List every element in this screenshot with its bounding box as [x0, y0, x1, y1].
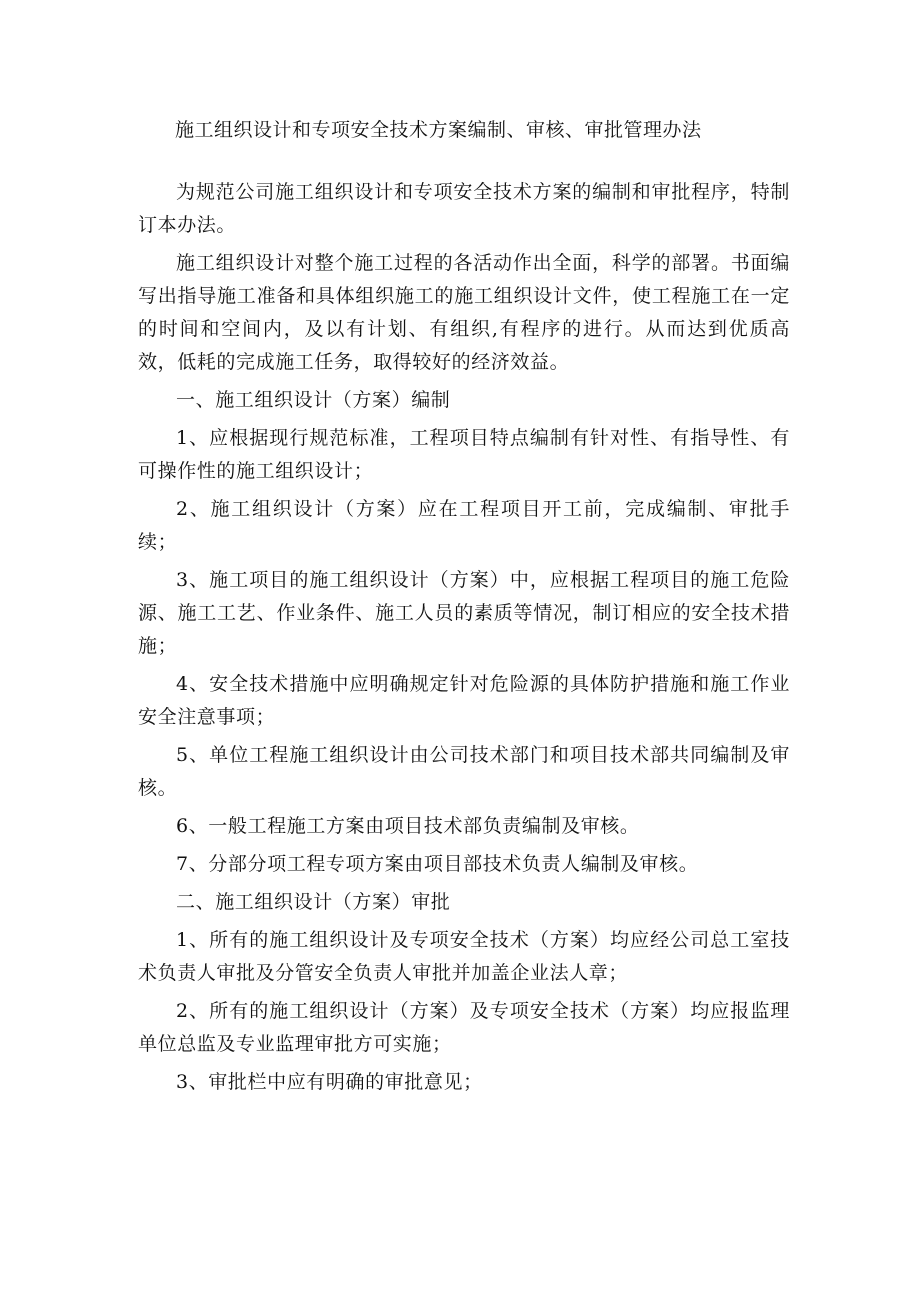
paragraph-purpose: 为规范公司施工组织设计和专项安全技术方案的编制和审批程序，特制订本办法。 — [138, 181, 790, 236]
list-item-approval-2: 2、所有的施工组织设计（方案）及专项安全技术（方案）均应报监理单位总监及专业监理审批方可实施； — [138, 1000, 790, 1055]
list-item-approval-1: 1、所有的施工组织设计及专项安全技术（方案）均应经公司总工室技术负责人审批及分管安全负责人审批并加盖企业法人章； — [138, 929, 790, 984]
list-item-compilation-3: 3、施工项目的施工组织设计（方案）中，应根据工程项目的施工危险源、施工工艺、作业条件、施工人员的素质等情况，制订相应的安全技术措施； — [138, 569, 790, 657]
list-item-compilation-1: 1、应根据现行规范标准，工程项目特点编制有针对性、有指导性、有可操作性的施工组织设计； — [138, 427, 790, 482]
list-item-approval-3: 3、审批栏中应有明确的审批意见； — [176, 1071, 483, 1093]
list-item-compilation-2: 2、施工组织设计（方案）应在工程项目开工前，完成编制、审批手续； — [138, 498, 790, 553]
list-item-compilation-7: 7、分部分项工程专项方案由项目部技术负责人编制及审核。 — [176, 853, 699, 875]
list-item-compilation-6: 6、一般工程施工方案由项目技术部负责编制及审核。 — [176, 815, 640, 837]
list-item-compilation-5: 5、单位工程施工组织设计由公司技术部门和项目技术部共同编制及审核。 — [138, 744, 790, 799]
section-heading-compilation: 一、施工组织设计（方案）编制 — [176, 389, 451, 411]
document-body — [138, 176, 790, 1104]
list-item-compilation-4: 4、安全技术措施中应明确规定针对危险源的具体防护措施和施工作业安全注意事项； — [138, 673, 790, 728]
document-title: 施工组织设计和专项安全技术方案编制、审核、审批管理办法 — [175, 119, 702, 141]
section-heading-approval: 二、施工组织设计（方案）审批 — [176, 891, 451, 913]
paragraph-overview: 施工组织设计对整个施工过程的各活动作出全面，科学的部署。书面编写出指导施工准备和具体组织施工的施工组织设计文件，使工程施工在一定的时间和空间内，及以有计划、有组织,有程序的进行。从而达到优质高效，低耗的完成施工任务，取得较好的经济效益。 — [138, 252, 790, 373]
